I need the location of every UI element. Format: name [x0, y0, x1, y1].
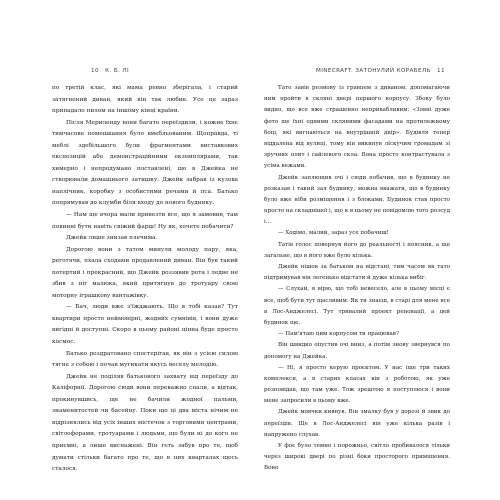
paragraph: У фоє було темно і порожньо, світло пробивалося тільки через широкі двері по різні боки просторого приміщення. Воно	[264, 443, 450, 472]
paragraph: Батько роздратовано спостерігав, як він з усією силою тягне з собою і почав мугикати якусь веселу мелодію.	[52, 350, 238, 369]
left-page-header	[87, 68, 129, 74]
paragraph: — Ні, я просто керую проєктом. У нас іще три таких комплекси, а в старих класах він з роботою, як уже розповідав, що там уже. Тож зрештою я поступлюся і вони мене запросили в цьому вже.	[264, 364, 450, 405]
paragraph: Джейк заплющив очі і сюди побачив, що в будинку не розказав і такий зал будинку, можна вважати, що в будинку було вже ніби розміщення і з блоками. Будинок став просто просто на складнішої і, що я в цьому не повідомлю того розсуд і...	[264, 174, 450, 226]
paragraph: — Ходімо, малий, зараз усе побачиш!	[278, 230, 389, 237]
right-running-head: MINECRAFT. ЗАТОНУЛИЙ КОРАБЕЛЬ	[316, 68, 431, 74]
paragraph: — Слухай, я вірю, що тобі невесело, але в цьому місці є все, щоб бути тут щасливим. Як ти знаєш, в старі для мене все в Лос-Анджелесі. Тут тривалий проект реновації, а цей будинок ще.	[264, 286, 450, 326]
paragraph: Джейк не поділяв батькового захвату від переїзду до Каліфорнії. Дорогою сюди вони переважно спали, а відтак, прокинувшись, ще не бачили жодної пальми, знаменитостей чи басейну. Поки що ці два міста нічим не відрізнялись від усіх інших містечок з торговими центрами, світлофорами, тротуарами і людьми, що були ні до кого не приємні, а лише виснажені. Він геть забув про те, щоб думати стільки багато про те, що в цих кварталах щось сталося.	[52, 373, 238, 473]
right-page-number: 11	[437, 68, 445, 74]
paragraph: — Пам'ятаю цим корпусом ти працював?	[278, 331, 399, 338]
paragraph: Після Мериленду вони багато переїздили, і кожне їхнє тимчасове помешкання було вмебльованим. Щоправда, ті меблі здебільшого були фрагментами виставкових експозицій або демонстраційними екземплярами, так химерно і непродумано поставлені, що в Джейка не створювали домашнього затишку. Джейк забрав із кузова наплічник, коробку з особистими речами й пса. Батько попрямував до клумби біля входу до нового будинку.	[52, 119, 238, 207]
paragraph: Татів голос повернув його до реальності і пояснив, а ще загальне, що в його вже було кілька.	[264, 241, 450, 259]
paragraph: — Нам ще вчора мали привезти все, що я замовив, там повинні бути навіть свіжий фарш! Ну як, хочете побачити?	[52, 212, 238, 230]
paragraph: Він швидко опустив очі вниз, а потім знову звернувся по допомогу на Джейка.	[264, 342, 450, 360]
paragraph: Джейк пішов за батьком на відстані, тим часом як тато підтримував він легенько відстати й дуже кілька вибіг.	[264, 264, 450, 282]
left-running-head: К. Б. ЛІ	[105, 68, 130, 74]
left-page-body	[52, 83, 238, 476]
right-page-body	[264, 83, 450, 475]
right-page-header	[316, 68, 449, 74]
paragraph: Джейк лише знизав плечима.	[66, 235, 158, 242]
left-page-number: 10	[91, 68, 99, 74]
paragraph: Джейк мовчки кивнув. Він змалку був у дорозі й звик до переїздів. Ще в Лос-Анджелесі він уже кілька разів і напружено слухав.	[264, 409, 450, 438]
paragraph: по третій клас, які мама ревно зберігала, і старий затягнений диван, який він так любив. Усе це зараз припадало пилом на іншому кінці країни.	[52, 85, 238, 115]
paragraph: Дорогою вони з татом минули молоду пару, яка, реготячи, пхала сходами продавлений диван. Він був такий потертий і прекрасний, що Джейк роззявив рота і ледве не збив з ніг малюка, який притягнув до тротуару свою моторну іграшкову вантажівку.	[52, 246, 238, 299]
paragraph: Тато завів розмову із гравцем з диваном, допомагаючи ним пройти в скляні двері першого корпусу. Збоку було видно, що все вже страшенно непривабливим: «Зовні дуже фото ще їхні одними скляними фасадами на протилежному боці, які вигнаються на внутрішній двір». Будівля тепер віддалена від вулиці, тому він викинув ліскучим громадам зі зручних плит і сайлевого скла. Вона просто контрастувала з усіма вежами.	[264, 85, 450, 170]
paragraph: — Бач, люди вже з'їжджають. Що я тобі казав? Тут квартири просто неймовірні, жодних сумнівів, і вони дуже вигідні й доступні. Скоро в цьому районі цінна буде просто космос.	[52, 304, 238, 346]
